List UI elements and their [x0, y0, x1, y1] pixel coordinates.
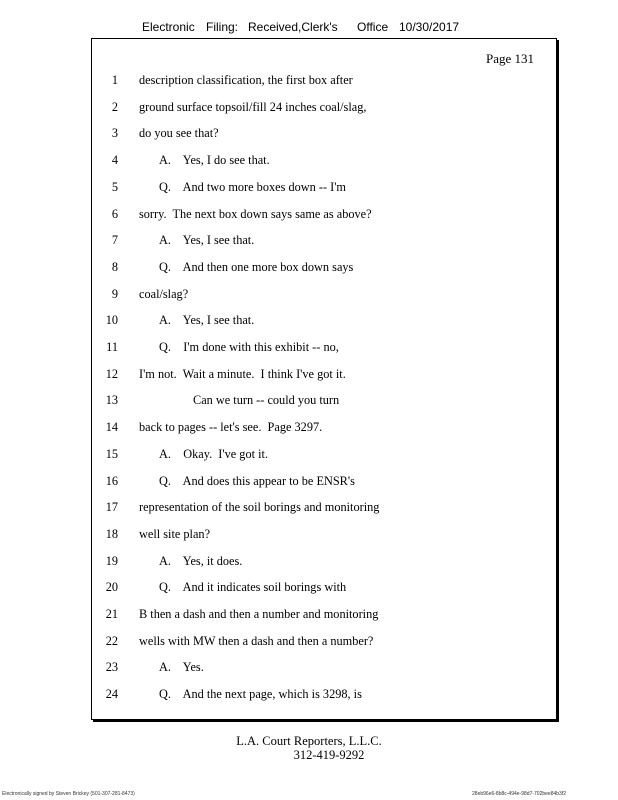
line-number: 19 — [105, 553, 118, 568]
line-text: A. Yes, I do see that. — [159, 153, 270, 168]
line-number: 1 — [111, 73, 118, 87]
line-text: A. Yes, I see that. — [159, 233, 255, 248]
header-received-clerks: Received,Clerk's — [248, 20, 338, 34]
transcript-line — [92, 180, 556, 200]
line-number: 12 — [105, 366, 118, 381]
transcript-line — [92, 367, 556, 387]
transcript-line — [92, 260, 556, 280]
line-text: sorry. The next box down says same as above? — [139, 206, 372, 221]
transcript-line — [92, 447, 556, 467]
line-text: Q. And does this appear to be ENSR's — [159, 473, 355, 488]
line-text: Q. And the next page, which is 3298, is — [159, 687, 362, 702]
footer-company: L.A. Court Reporters, L.L.C. — [236, 734, 382, 748]
line-number: 17 — [105, 500, 118, 515]
line-number: 22 — [105, 633, 118, 648]
line-text: A. Okay. I've got it. — [159, 446, 268, 461]
transcript-line — [92, 607, 556, 627]
transcript-page — [91, 38, 557, 720]
line-text: description classification, the first box after — [139, 73, 353, 87]
transcript-line — [92, 527, 556, 547]
transcript-line — [92, 207, 556, 227]
line-text: Q. I'm done with this exhibit -- no, — [159, 340, 339, 354]
line-text: A. Yes, I see that. — [159, 313, 255, 328]
transcript-line — [92, 126, 556, 146]
header-office: Office — [357, 20, 389, 34]
line-number: 18 — [105, 526, 118, 541]
line-text: I'm not. Wait a minute. I think I've got it. — [139, 366, 346, 381]
transcript-line — [92, 153, 556, 173]
transcript-line — [92, 420, 556, 440]
transcript-line — [92, 634, 556, 654]
signature-right: 28eb96e6-8b8c-494e-98d7-702bee84b3f2 — [472, 791, 566, 797]
line-number: 7 — [111, 233, 118, 248]
line-number: 9 — [111, 286, 118, 301]
transcript-line — [92, 233, 556, 253]
transcript-line — [92, 340, 556, 360]
transcript-line — [92, 500, 556, 520]
line-text: A. Yes. — [159, 660, 204, 675]
line-text: B then a dash and then a number and monitoring — [139, 607, 379, 621]
transcript-line — [92, 554, 556, 574]
transcript-line — [92, 393, 556, 413]
header-date: 10/30/2017 — [399, 20, 460, 34]
line-text: A. Yes, it does. — [159, 553, 243, 568]
line-number: 23 — [105, 660, 118, 675]
line-number: 13 — [105, 393, 118, 408]
line-number: 2 — [111, 99, 118, 114]
line-number: 20 — [105, 580, 118, 595]
transcript-line — [92, 313, 556, 333]
line-text: Q. And then one more box down says — [159, 259, 354, 274]
transcript-line — [92, 73, 556, 93]
line-number: 3 — [111, 126, 118, 141]
line-number: 4 — [111, 153, 118, 168]
line-text: coal/slag? — [139, 286, 189, 301]
line-text: do you see that? — [139, 126, 219, 141]
transcript-line — [92, 474, 556, 494]
transcript-line — [92, 580, 556, 600]
line-text: ground surface topsoil/fill 24 inches coal/slag, — [139, 99, 367, 114]
transcript-line — [92, 687, 556, 707]
transcript-line — [92, 660, 556, 680]
signature-left: Electronically signed by Steven Brickey (501-307-281-8473) — [2, 791, 135, 797]
line-number: 6 — [111, 206, 118, 221]
line-number: 24 — [105, 687, 118, 702]
line-number: 8 — [111, 259, 118, 274]
line-number: 14 — [105, 420, 118, 435]
transcript-line — [92, 100, 556, 120]
line-number: 21 — [105, 607, 118, 621]
line-number: 16 — [105, 473, 118, 488]
line-text: well site plan? — [139, 526, 211, 541]
line-number: 10 — [105, 313, 118, 328]
line-text: Can we turn -- could you turn — [193, 393, 340, 408]
line-number: 11 — [106, 340, 118, 354]
line-text: representation of the soil borings and monitoring — [139, 500, 380, 515]
page-number: Page 131 — [485, 51, 534, 66]
header-electronic: Electronic — [142, 20, 195, 34]
line-text: wells with MW then a dash and then a number? — [139, 633, 374, 648]
transcript-line — [92, 287, 556, 307]
line-text: Q. And two more boxes down -- I'm — [159, 179, 346, 194]
line-text: back to pages -- let's see. Page 3297. — [139, 420, 323, 435]
header-filing: Filing: — [206, 20, 239, 34]
line-text: Q. And it indicates soil borings with — [159, 580, 347, 595]
line-number: 15 — [105, 446, 118, 461]
footer-phone: 312-419-9292 — [293, 748, 365, 762]
line-number: 5 — [111, 179, 118, 194]
